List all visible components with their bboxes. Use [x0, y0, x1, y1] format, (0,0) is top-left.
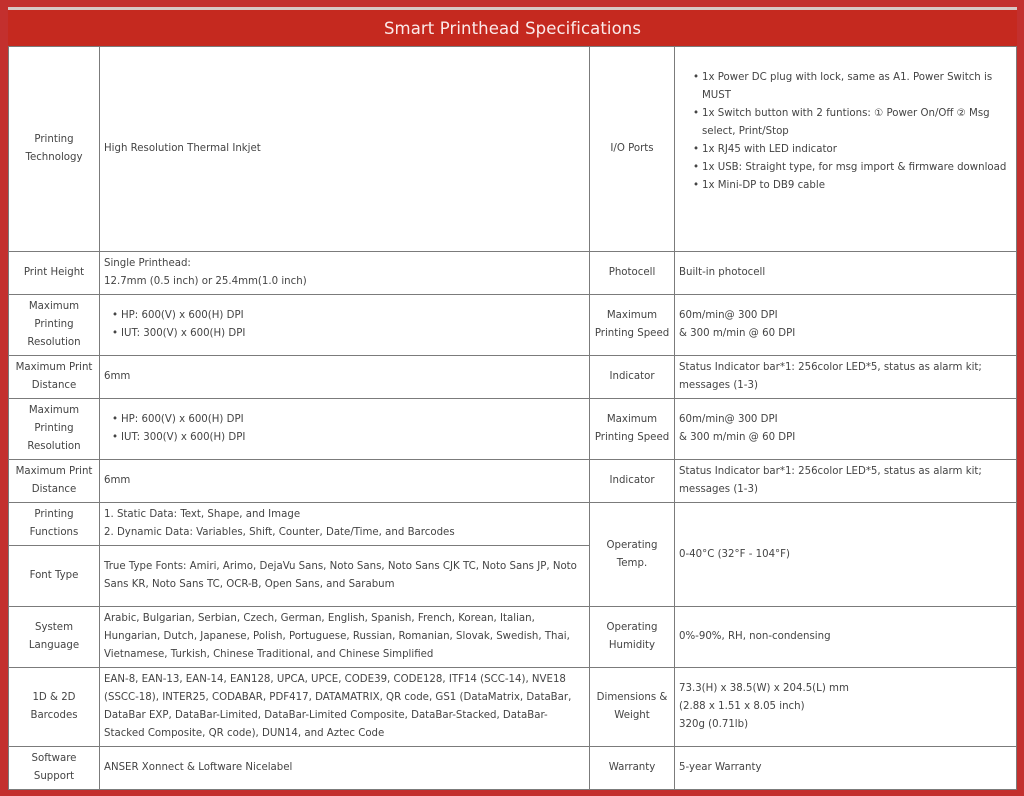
- value-max-distance: 6mm: [100, 460, 590, 503]
- value-font-type: True Type Fonts: Amiri, Arimo, DejaVu Sans, Noto Sans, Noto Sans CJK TC, Noto Sans JP, Noto Sans KR, Noto Sans TC, OCR-B, Open Sans, and Sarabum: [100, 546, 590, 607]
- label-max-resolution: Maximum Printing Resolution: [9, 399, 100, 460]
- table-row: [9, 399, 1017, 460]
- list-item: • 1x Switch button with 2 funtions: ① Power On/Off ② Msg select, Print/Stop: [693, 105, 1012, 141]
- table-row: [9, 252, 1017, 295]
- list-item: • HP: 600(V) x 600(H) DPI: [112, 411, 585, 429]
- label-printing-technology: Printing Technology: [9, 47, 100, 252]
- value-max-distance: 6mm: [100, 356, 590, 399]
- label-dimensions-weight: Dimensions & Weight: [590, 668, 675, 747]
- resolution-list: [104, 307, 585, 343]
- label-max-resolution: Maximum Printing Resolution: [9, 295, 100, 356]
- value-max-resolution: [100, 295, 590, 356]
- dimension-line: 320g (0.71lb): [679, 719, 749, 730]
- speed-line: & 300 m/min @ 60 DPI: [679, 432, 796, 443]
- speed-line: 60m/min@ 300 DPI: [679, 414, 778, 425]
- value-printing-functions: [100, 503, 590, 546]
- label-operating-humidity: Operating Humidity: [590, 607, 675, 668]
- value-barcodes: EAN-8, EAN-13, EAN-14, EAN128, UPCA, UPCE, CODE39, CODE128, ITF14 (SCC-14), NVE18 (SSCC-18), INTER25, CODABAR, PDF417, DATAMATRIX, QR code, GS1 (DataMatrix, DataBar, DataBar EXP, DataBar-Limited, DataBar-Limited Composite, DataBar-Stacked, DataBar-Stacked Composite, QR code), DUN14, and Aztec Code: [100, 668, 590, 747]
- label-photocell: Photocell: [590, 252, 675, 295]
- list-item: • 1x USB: Straight type, for msg import & firmware download: [693, 159, 1012, 177]
- table-row: [9, 503, 1017, 546]
- label-io-ports: I/O Ports: [590, 47, 675, 252]
- value-system-language: Arabic, Bulgarian, Serbian, Czech, German, English, Spanish, French, Korean, Italian, Hungarian, Dutch, Japanese, Polish, Portuguese, Russian, Romanian, Slovak, Swedish, Thai, Vietnamese, Turkish, Chinese Traditional, and Chinese Simplified: [100, 607, 590, 668]
- label-printing-functions: Printing Functions: [9, 503, 100, 546]
- print-height-line: 12.7mm (0.5 inch) or 25.4mm(1.0 inch): [104, 276, 307, 287]
- table-row: [9, 460, 1017, 503]
- speed-line: 60m/min@ 300 DPI: [679, 310, 778, 321]
- value-indicator: Status Indicator bar*1: 256color LED*5, status as alarm kit; messages (1-3): [675, 460, 1017, 503]
- label-warranty: Warranty: [590, 747, 675, 790]
- page-title: Smart Printhead Specifications: [8, 10, 1017, 46]
- value-operating-humidity: 0%-90%, RH, non-condensing: [675, 607, 1017, 668]
- function-line: 1. Static Data: Text, Shape, and Image: [104, 509, 301, 520]
- label-barcodes: 1D & 2D Barcodes: [9, 668, 100, 747]
- value-max-speed: [675, 295, 1017, 356]
- dimension-line: 73.3(H) x 38.5(W) x 204.5(L) mm: [679, 683, 849, 694]
- label-software-support: Software Support: [9, 747, 100, 790]
- label-operating-temp: Operating Temp.: [590, 503, 675, 607]
- label-max-speed: Maximum Printing Speed: [590, 399, 675, 460]
- value-max-resolution: [100, 399, 590, 460]
- speed-line: & 300 m/min @ 60 DPI: [679, 328, 796, 339]
- list-item: • 1x RJ45 with LED indicator: [693, 141, 1012, 159]
- label-max-distance: Maximum Print Distance: [9, 460, 100, 503]
- table-row: [9, 747, 1017, 790]
- list-item: • HP: 600(V) x 600(H) DPI: [112, 307, 585, 325]
- function-line: 2. Dynamic Data: Variables, Shift, Counter, Date/Time, and Barcodes: [104, 527, 455, 538]
- label-print-height: Print Height: [9, 252, 100, 295]
- value-indicator: Status Indicator bar*1: 256color LED*5, status as alarm kit; messages (1-3): [675, 356, 1017, 399]
- value-warranty: 5-year Warranty: [675, 747, 1017, 790]
- table-row: [9, 295, 1017, 356]
- spec-table: [8, 46, 1017, 790]
- label-font-type: Font Type: [9, 546, 100, 607]
- io-ports-list: [679, 69, 1012, 195]
- list-item: • 1x Mini-DP to DB9 cable: [693, 177, 1012, 195]
- label-max-speed: Maximum Printing Speed: [590, 295, 675, 356]
- resolution-list: [104, 411, 585, 447]
- list-item: • IUT: 300(V) x 600(H) DPI: [112, 429, 585, 447]
- print-height-line: Single Printhead:: [104, 258, 191, 269]
- dimension-line: (2.88 x 1.51 x 8.05 inch): [679, 701, 805, 712]
- value-photocell: Built-in photocell: [675, 252, 1017, 295]
- value-printing-technology: High Resolution Thermal Inkjet: [100, 47, 590, 252]
- list-item: • 1x Power DC plug with lock, same as A1. Power Switch is MUST: [693, 69, 1012, 105]
- label-max-distance: Maximum Print Distance: [9, 356, 100, 399]
- table-row: [9, 356, 1017, 399]
- value-software-support: ANSER Xonnect & Loftware Nicelabel: [100, 747, 590, 790]
- label-indicator: Indicator: [590, 356, 675, 399]
- value-io-ports: [675, 47, 1017, 252]
- value-operating-temp: 0-40°C (32°F - 104°F): [675, 503, 1017, 607]
- value-max-speed: [675, 399, 1017, 460]
- list-item: • IUT: 300(V) x 600(H) DPI: [112, 325, 585, 343]
- table-row: [9, 668, 1017, 747]
- label-indicator: Indicator: [590, 460, 675, 503]
- value-dimensions-weight: [675, 668, 1017, 747]
- table-row: [9, 607, 1017, 668]
- value-print-height: [100, 252, 590, 295]
- label-system-language: System Language: [9, 607, 100, 668]
- table-row: [9, 47, 1017, 252]
